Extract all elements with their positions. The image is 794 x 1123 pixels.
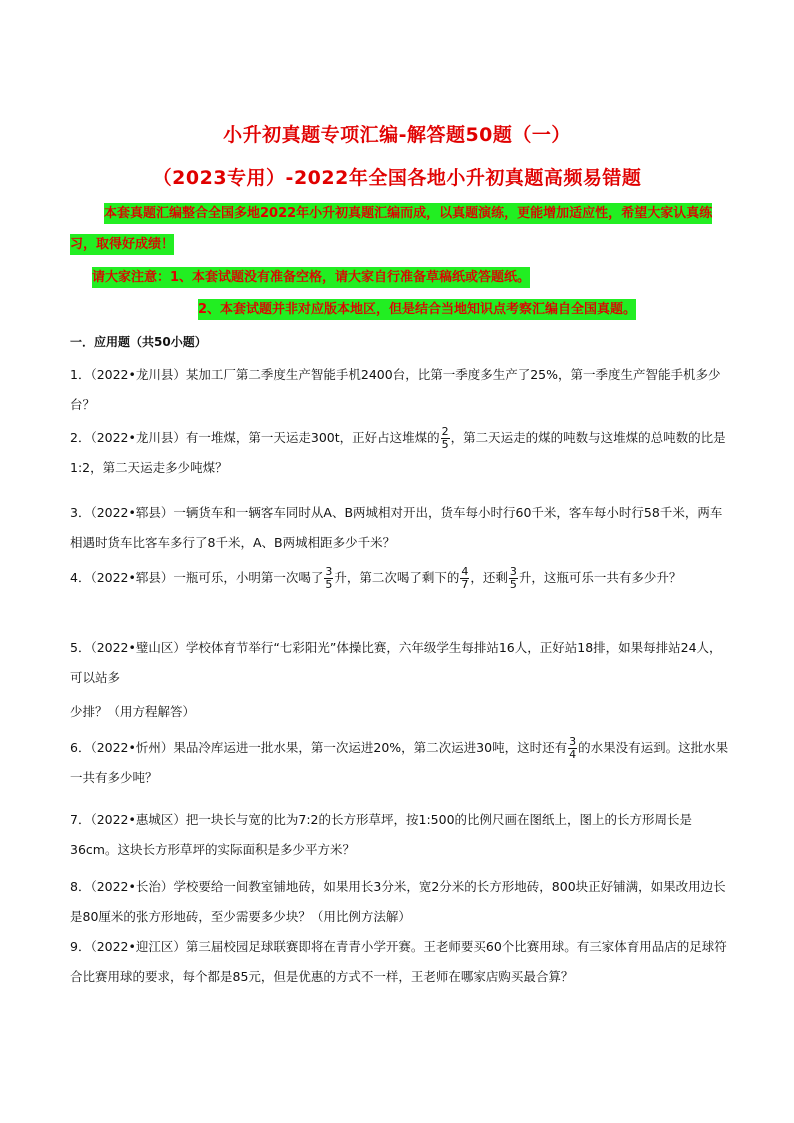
notice-line-3: 请大家注意：1、本套试题没有准备空格，请大家自行准备草稿纸或答题纸。 — [92, 267, 530, 288]
question-2-part-b: ，第二天运走的煤的吨数与这堆煤的总吨数的比是1:2，第二天运走多少吨煤？ — [70, 430, 726, 475]
question-5: 5．（2022•璧山区）学校体育节举行“七彩阳光”体操比赛，六年级学生每排站16人，正好站18排，如果每排站24人，可以站多 — [70, 640, 722, 685]
question-8: 8．（2022•长治）学校要给一间教室铺地砖，如果用长3分米，宽2分米的长方形地砖，800块正好铺满，如果改用边长是80厘米的张方形地砖，至少需要多少块？（用比例方法解） — [70, 879, 726, 924]
fraction-denominator: 5 — [325, 578, 333, 591]
question-1: 1．（2022•龙川县）某加工厂第二季度生产智能手机2400台，比第一季度多生产了25%，第一季度生产智能手机多少台？ — [70, 367, 721, 412]
fraction-numerator: 3 — [509, 565, 517, 578]
fraction-denominator: 7 — [461, 578, 469, 591]
notice-paragraph-3 — [70, 294, 730, 325]
notice-line-1: 本套真题汇编整合全国多地2022年小升初真题汇编而成，以真题演练，更能增加适应性， — [104, 203, 621, 224]
question-5-continued: 少排？（用方程解答） — [70, 704, 196, 719]
notice-line-4: 2、本套试题并非对应版本地区，但是结合当地知识点考察汇编自全国真题。 — [198, 299, 636, 320]
fraction-denominator: 5 — [441, 438, 449, 451]
fraction-numerator: 3 — [569, 735, 577, 748]
question-4-part-c: ，还剩 — [470, 570, 508, 585]
notice-line-2: 希望大家认真练习，取得好成绩！ — [70, 203, 712, 255]
title-line-2: （2023专用）-2022年全国各地小升初真题高频易错题 — [152, 167, 642, 189]
question-3: 3．（2022•郓县）一辆货车和一辆客车同时从A、B两城相对开出，货车每小时行60千米，客车每小时行58千米，两车相遇时货车比客车多行了8千米，A、B两城相距多少千米？ — [70, 505, 723, 550]
fraction — [324, 566, 333, 591]
question-7: 7．（2022•惠城区）把一块长与宽的比为7:2的长方形草坪，按1:500的比例尺画在图纸上，图上的长方形周长是36cm。这块长方形草坪的实际面积是多少平方米？ — [70, 812, 693, 857]
title-line-1: 小升初真题专项汇编-解答题50题（一） — [223, 124, 571, 146]
section-heading: 一．应用题（共50小题） — [70, 335, 207, 349]
fraction — [460, 566, 469, 591]
question-6 — [70, 733, 730, 793]
fraction — [568, 736, 577, 761]
question-4-part-b: 升，第二次喝了剩下的 — [334, 570, 460, 585]
fraction-denominator: 4 — [569, 748, 577, 761]
question-2-part-a: 2．（2022•龙川县）有一堆煤，第一天运走300t，正好占这堆煤的 — [70, 430, 440, 445]
fraction — [509, 566, 518, 591]
notice-paragraph-2 — [70, 262, 730, 293]
question-4-part-d: 升，这瓶可乐一共有多少升？ — [518, 570, 682, 585]
notice-paragraph-1 — [70, 198, 730, 260]
fraction-numerator: 3 — [325, 565, 333, 578]
question-9: 9．（2022•迎江区）第三届校园足球联赛即将在青青小学开赛。王老师要买60个比赛用球。有三家体育用品店的足球符合比赛用球的要求，每个都是85元，但是优惠的方式不一样，王老师在哪家店购买最合算？ — [70, 939, 727, 984]
question-4-part-a: 4．（2022•郓县）一瓶可乐，小明第一次喝了 — [70, 570, 324, 585]
question-4 — [70, 563, 730, 593]
question-6-part-a: 6．（2022•忻州）果品冷库运进一批水果，第一次运进20%，第二次运进30吨，这时还有 — [70, 740, 568, 755]
fraction-numerator: 4 — [461, 565, 469, 578]
fraction-denominator: 5 — [509, 578, 517, 591]
question-6-part-b: 的水果没有运到。这批水果一共有多少吨？ — [70, 740, 729, 785]
fraction — [441, 426, 450, 451]
question-2 — [70, 423, 730, 483]
fraction-numerator: 2 — [441, 425, 449, 438]
